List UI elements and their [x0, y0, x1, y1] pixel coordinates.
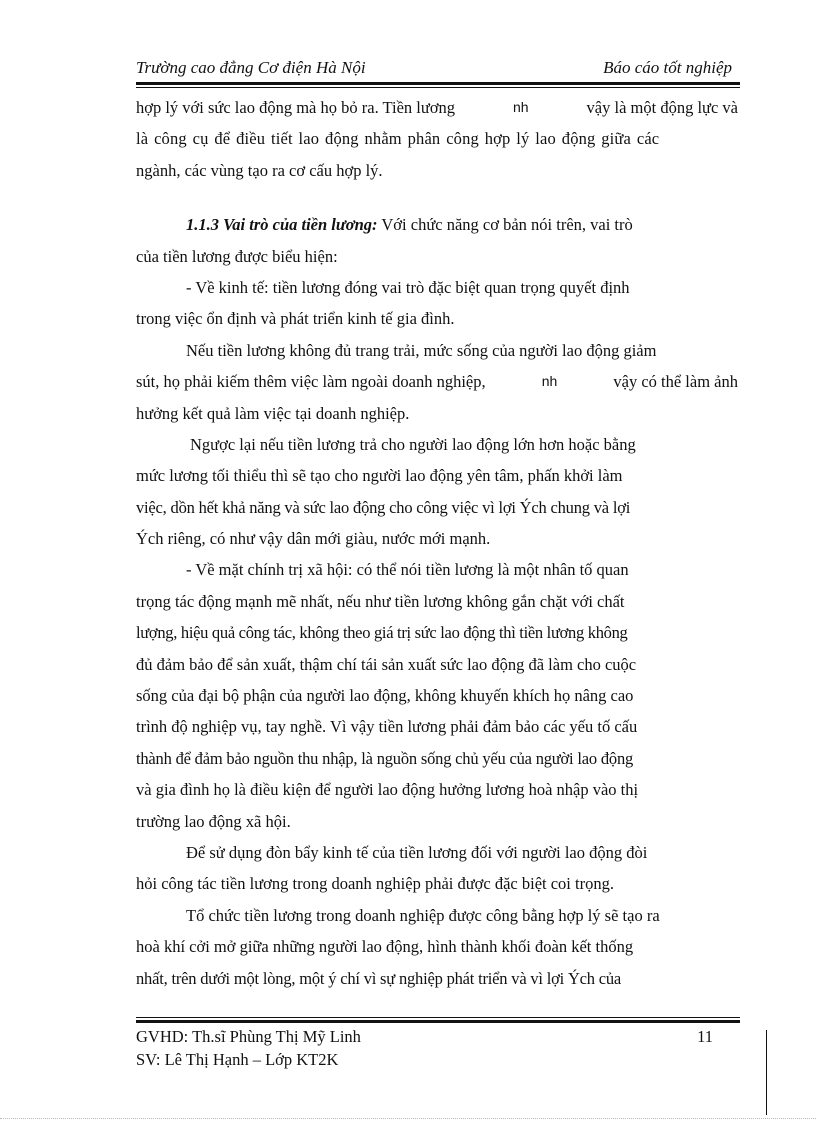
header-school: Trường cao đẳng Cơ điện Hà Nội: [136, 58, 366, 77]
paragraph-line: trọng tác động mạnh mẽ nhất, nếu như tiền lương không gắn chặt với chất: [136, 591, 625, 611]
paragraph-line: Ngược lại nếu tiền lương trả cho người lao động lớn hơn hoặc bằng: [190, 434, 636, 454]
text-segment: nh: [541, 373, 558, 390]
paragraph-line: Để sử dụng đòn bẩy kinh tế của tiền lương đối với người lao động đòi: [186, 842, 648, 862]
text-segment: Với chức năng cơ bản nói trên, vai trò: [381, 215, 633, 235]
text-segment: hợp lý với sức lao động mà họ bỏ ra. Tiền lương: [136, 98, 456, 117]
header-rule-thick: [136, 82, 740, 85]
text-segment: vậy có thể làm ảnh: [613, 372, 738, 392]
paragraph-line: đủ đảm bảo để sản xuất, thậm chí tái sản xuất sức lao động đã làm cho cuộc: [136, 654, 637, 674]
paragraph-line: mức lương tối thiểu thì sẽ tạo cho người lao động yên tâm, phấn khởi làm: [136, 466, 623, 486]
paragraph-line: trường lao động xã hội.: [136, 811, 291, 831]
text-segment: sút, họ phải kiếm thêm việc làm ngoài doanh nghiệp,: [136, 372, 486, 392]
text-segment: nh: [513, 99, 529, 115]
paragraph-line: thành để đảm bảo nguồn thu nhập, là nguồn sống chủ yếu của người lao động: [136, 748, 634, 768]
paragraph-line: - Về kinh tế: tiền lương đóng vai trò đặc biệt quan trọng quyết định: [186, 277, 630, 297]
paragraph-line: của tiền lương được biểu hiện:: [136, 246, 338, 266]
paragraph-line: hỏi công tác tiền lương trong doanh nghiệp phải được đặc biệt coi trọng.: [136, 874, 614, 894]
paragraph-line: Nếu tiền lương không đủ trang trải, mức sống của người lao động giảm: [186, 340, 657, 360]
paragraph-line: hưởng kết quả làm việc tại doanh nghiệp.: [136, 403, 410, 423]
footer-student: SV: Lê Thị Hạnh – Lớp KT2K: [136, 1050, 339, 1069]
document-body: [136, 92, 738, 994]
page-footer: [136, 1025, 738, 1071]
paragraph-line: nhất, trên dưới một lòng, một ý chí vì sự nghiệp phát triển và vì lợi Ých của: [136, 968, 622, 988]
paragraph-line: việc, dồn hết khả năng và sức lao động cho công việc vì lợi Ých chung và lợi: [136, 497, 631, 517]
paragraph-line: [136, 209, 738, 240]
paragraph-gap: [136, 186, 738, 209]
header-report-title: Báo cáo tốt nghiệp: [603, 58, 732, 77]
paragraph-line: lượng, hiệu quả công tác, không theo giá trị sức lao động thì tiền lương không: [136, 623, 628, 643]
paragraph-line: hoà khí cởi mở giữa những người lao động, hình thành khối đoàn kết thống: [136, 937, 634, 957]
paragraph-line: [136, 366, 738, 397]
paragraph-line: Ých riêng, có như vậy dân mới giàu, nước mới mạnh.: [136, 529, 491, 549]
paragraph-line: sống của đại bộ phận của người lao động, không khuyến khích họ nâng cao: [136, 686, 634, 706]
section-heading: 1.1.3 Vai trò của tiền lương:: [186, 215, 378, 235]
paragraph-line: trong việc ổn định và phát triển kinh tế gia đình.: [136, 309, 455, 329]
paragraph-line: trình độ nghiệp vụ, tay nghề. Vì vậy tiền lương phải đảm bảo các yếu tố cấu: [136, 717, 638, 737]
footer-advisor: GVHD: Th.sĩ Phùng Thị Mỹ Linh: [136, 1027, 361, 1046]
paragraph-line: là công cụ để điều tiết lao động nhằm phân công hợp lý lao động giữa các: [136, 129, 660, 149]
margin-line: [766, 1030, 767, 1115]
paragraph-line: ngành, các vùng tạo ra cơ cấu hợp lý.: [136, 160, 383, 180]
page-bottom-dotted-rule: [0, 1118, 816, 1119]
footer-rule-thin: [136, 1017, 740, 1018]
header-rule-thin: [136, 87, 740, 88]
paragraph-line: [136, 92, 738, 123]
paragraph-line: và gia đình họ là điều kiện để người lao động hưởng lương hoà nhập vào thị: [136, 780, 639, 800]
paragraph-line: - Về mặt chính trị xã hội: có thể nói tiền lương là một nhân tố quan: [186, 560, 629, 580]
page-header: [136, 58, 738, 80]
text-segment: vậy là một động lực và: [586, 98, 738, 117]
footer-rule-thick: [136, 1020, 740, 1023]
page-number: 11: [697, 1027, 713, 1046]
paragraph-line: Tổ chức tiền lương trong doanh nghiệp được công bằng hợp lý sẽ tạo ra: [186, 905, 660, 925]
